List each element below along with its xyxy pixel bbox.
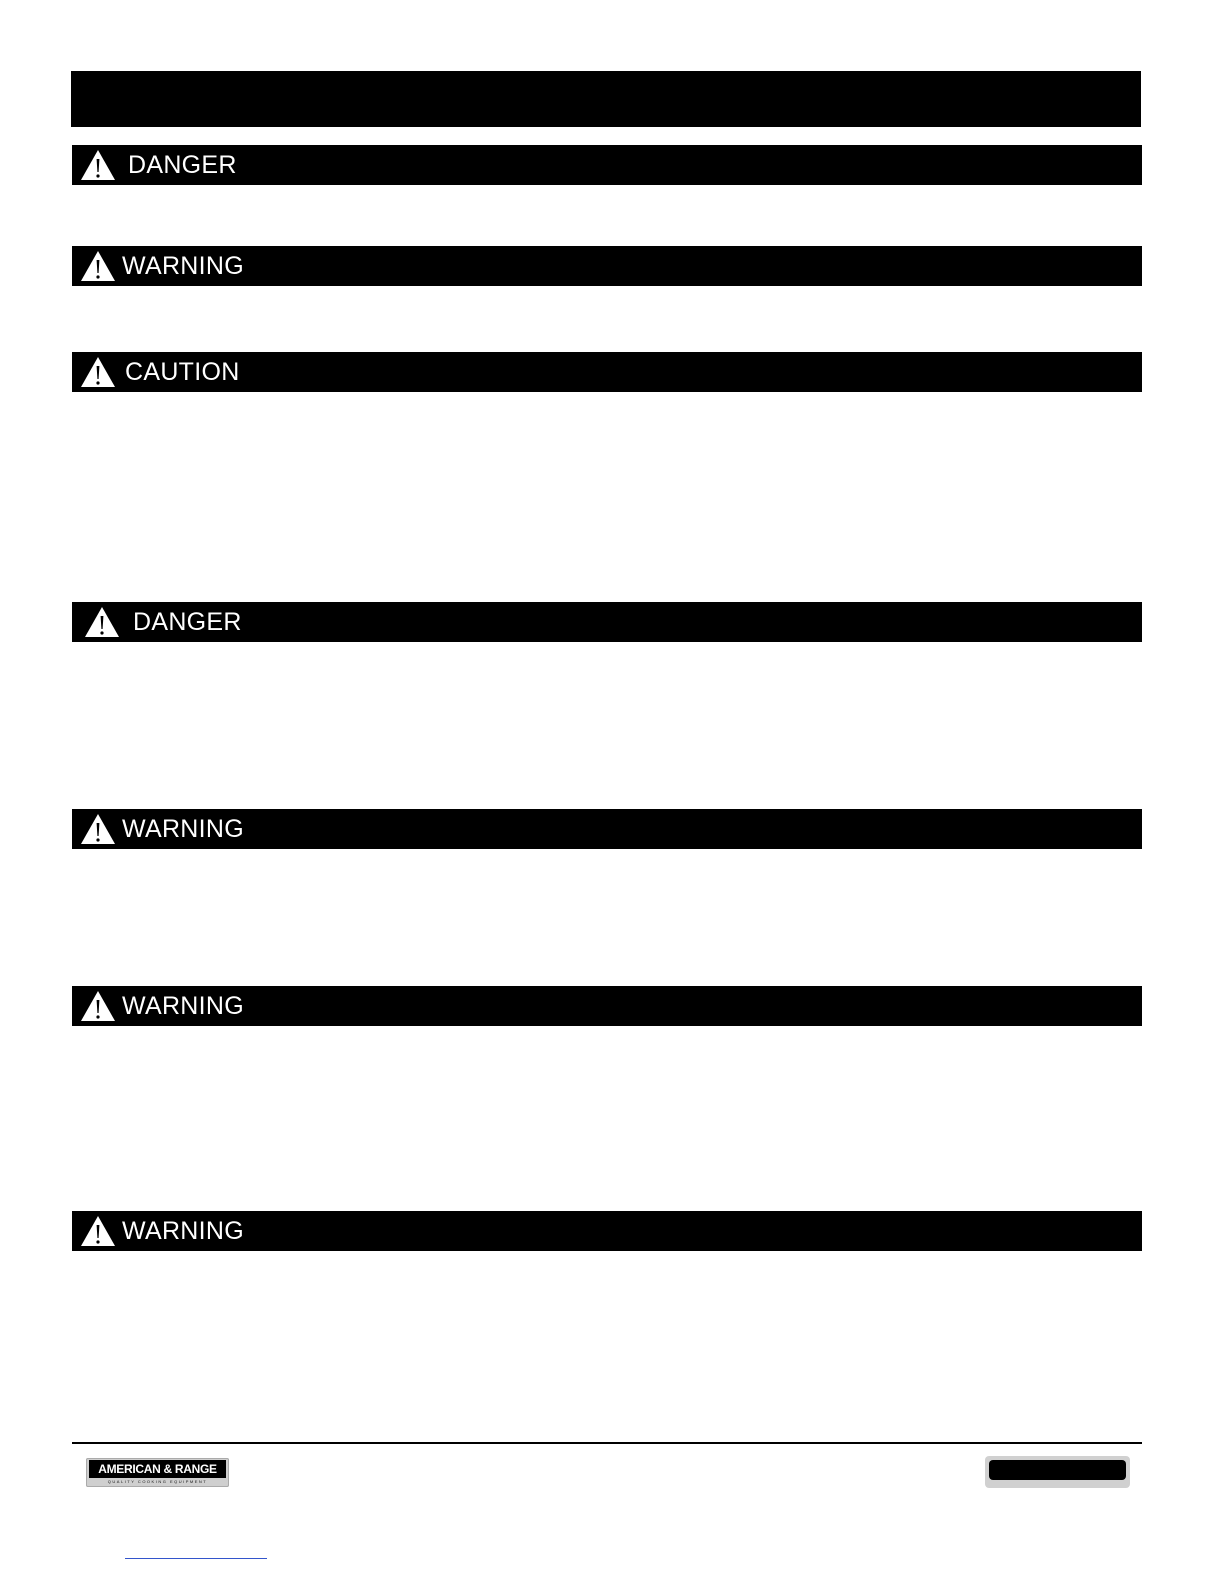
sign-label: WARNING xyxy=(122,252,244,280)
warning-sign xyxy=(72,986,1142,1026)
danger-sign xyxy=(72,602,1142,642)
warning-triangle-icon xyxy=(80,250,116,282)
sign-label: WARNING xyxy=(122,992,244,1020)
warning-triangle-icon xyxy=(80,149,116,181)
sign-label: DANGER xyxy=(133,608,242,636)
caution-sign xyxy=(72,352,1142,392)
american-range-logo xyxy=(86,1458,229,1487)
warning-triangle-icon xyxy=(80,813,116,845)
warning-triangle-icon xyxy=(80,356,116,388)
warning-triangle-icon xyxy=(84,606,120,638)
warning-sign xyxy=(72,809,1142,849)
warning-sign xyxy=(72,1211,1142,1251)
sign-underline xyxy=(74,1251,252,1253)
sign-underline xyxy=(74,1026,252,1028)
sign-label: WARNING xyxy=(122,815,244,843)
warning-sign xyxy=(72,246,1142,286)
sign-label: CAUTION xyxy=(125,358,240,386)
logo-wordmark: AMERICAN & RANGE xyxy=(89,1460,226,1478)
header-bar xyxy=(71,71,1141,127)
sign-label: WARNING xyxy=(122,1217,244,1245)
footer-divider xyxy=(72,1442,1142,1444)
page-number-box xyxy=(985,1456,1130,1488)
sign-label: DANGER xyxy=(128,151,237,179)
sign-underline xyxy=(74,392,252,394)
sign-underline xyxy=(74,286,252,288)
warning-triangle-icon xyxy=(80,1215,116,1247)
logo-tagline: QUALITY COOKING EQUIPMENT xyxy=(107,1479,208,1484)
danger-sign xyxy=(72,145,1142,185)
warning-triangle-icon xyxy=(80,990,116,1022)
page-number-fill xyxy=(989,1460,1126,1480)
footer-link-underline[interactable] xyxy=(125,1558,267,1559)
